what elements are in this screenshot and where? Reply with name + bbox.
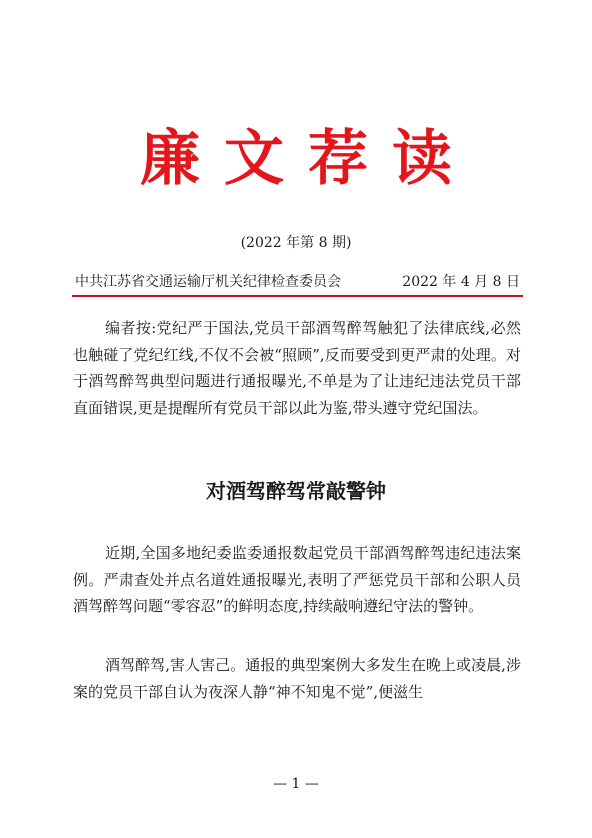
header-divider (72, 295, 523, 297)
masthead-title: 廉文荐读 (140, 124, 476, 194)
issuer-row (75, 272, 520, 292)
page-number: — 1 — (273, 776, 319, 792)
issue-date: 2022 年 4 月 8 日 (402, 274, 520, 290)
article-paragraph: 酒驾醉驾,害人害己。通报的典型案例大多发生在晚上或凌晨,涉案的党员干部自认为夜深人静“神不知鬼不觉”,便滋生 (73, 656, 521, 701)
editor-note: 编者按:党纪严于国法,党员干部酒驾醉驾触犯了法律底线,必然也触碰了党纪红线,不仅不会被“照顾”,反而要受到更严肃的处理。对于酒驾醉驾典型问题进行通报曝光,不单是为了让违纪违法党员干部直面错误,更是提醒所有党员干部以此为鉴,带头遵守党纪国法。 (73, 319, 521, 417)
issuing-organization: 中共江苏省交通运输厅机关纪律检查委员会 (75, 274, 341, 290)
article-paragraph: 近期,全国多地纪委监委通报数起党员干部酒驾醉驾违纪违法案例。严肃查处并点名道姓通报曝光,表明了严惩党员干部和公职人员酒驾醉驾问题“零容忍”的鲜明态度,持续敲响遵纪守法的警钟。 (73, 544, 521, 615)
issue-number: (2022 年第 8 期) (240, 235, 352, 251)
article-title: 对酒驾醉驾常敲警钟 (206, 479, 386, 503)
